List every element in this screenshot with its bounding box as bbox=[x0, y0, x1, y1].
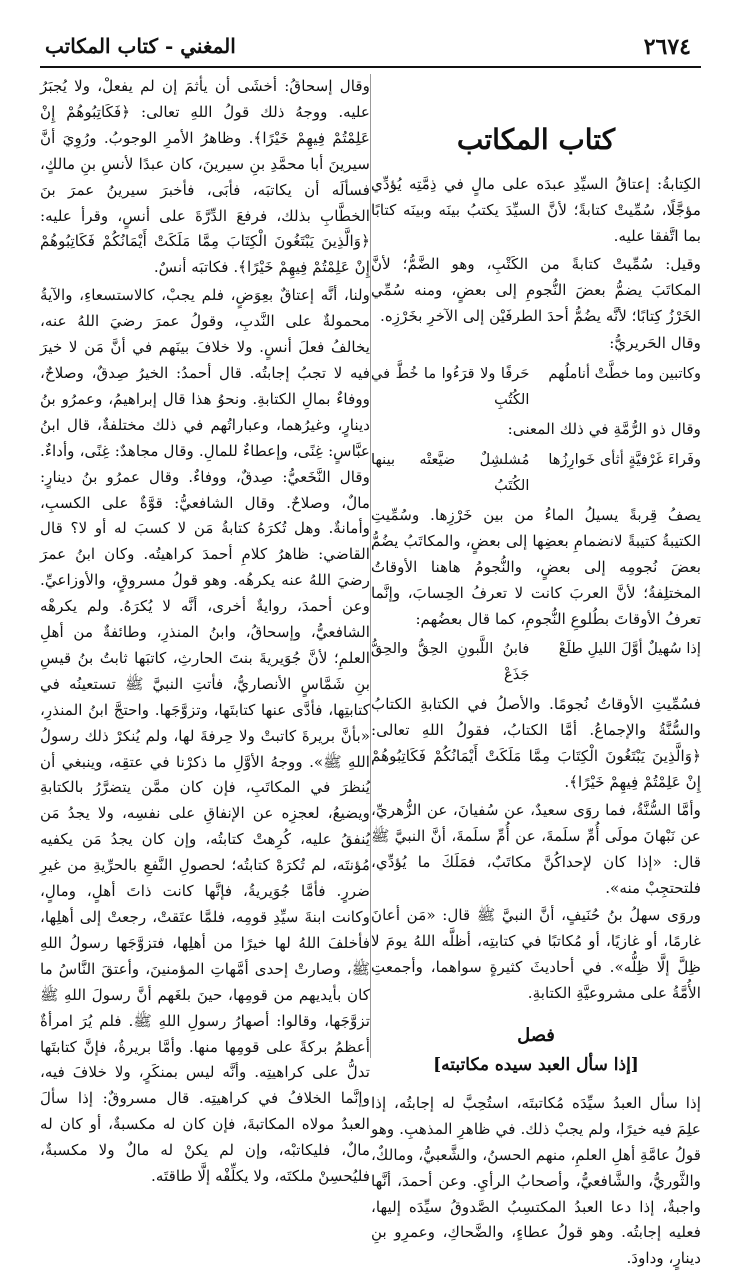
paragraph: ولنا، أنَّه إعتاقٌ بعِوَضٍ، فلم يجبْ، كالاستسعاءِ، والآيةُ محمولةٌ على النَّدبِ، وقولُ عمرَ رضيَ اللهُ عنه، يخالفُ فعلَ أنسٍ. ولا خلافَ بينَهم في أنَّ مَن لا خيرَ فيه لا تجبُ إجابتُه. قال أحمدُ: الخيرُ صِدقٌ، وصلاحٌ، ووفاءٌ بمالِ الكتابةِ. ونحوُ هذا قال إبراهيمُ، وعمرُو بنُ دينارٍ، وغيرُهما، وعباراتُهم في ذلك مختلفةٌ، قال ابنُ عبَّاسٍ: غِنًى، وإعطاءٌ للمالِ. وقال مجاهدٌ: غِنًى، وأداءٌ. وقال النَّخَعيُّ: صِدقٌ، ووفاءٌ. وقال عمرُو بنُ دينارٍ: مالٌ، وصلاحٌ. وقال الشافعيُّ: قوَّةٌ على الكسبِ، وأمانةٌ. وهل تُكرَهُ كتابةُ مَن لا كسبَ له أو لا؟ قال القاضي: ظاهرُ كلامِ أحمدَ كراهيتُه. وكان ابنُ عمرَ رضيَ اللهُ عنه يكرهُه. وهو قولُ مسروقٍ، والأوزاعيِّ. وعن أحمدَ، روايةٌ أخرى، أنَّه لا يُكرَهُ. ولم يكرهْه الشافعيُّ، وإسحاقُ، وابنُ المنذرِ، وطائفةٌ من أهلِ العلمِ؛ لأنَّ جُوَيريةَ بنتَ الحارثِ، كاتبَها ثابتُ بنُ قيسِ بنِ شَمَّاسٍ الأنصاريُّ، فأتتِ النبيَّ ﷺ تستعينُه في كتابتِها، فأدَّى عنها كتابتَها، وتزوَّجَها. واحتجَّ ابنُ المنذرِ، «بأنَّ بريرةَ كاتبتْ ولا حِرفةَ لها، ولم يُنكرْ ذلك رسولُ اللهِ ﷺ». ووجهُ الأوَّلِ ما ذكرْنا في عتقِه، وينبغي أن يُنظرَ في المكاتَبِ، فإن كان ممَّن يتضرَّرُ بالكتابةِ ويضيعُ، لعجزِه عن الإنفاقِ على نفسِه، ولا يجدُ مَن يُنفقُ عليه، كُرِهتْ كتابتُه، وإن كان يجدُ مَن يكفيه مُؤنتَه، لم تُكرَهْ كتابتُه؛ لحصولِ النَّفعِ بالحرِّيةِ من غيرِ ضررٍ. فأمَّا جُوَيريةُ، فإنَّها كانت ذاتَ أهلٍ، ومالٍ، وكانت ابنةَ سيِّدِ قومِه، فلمَّا عتَقتْ، رجعتْ إلى أهلِها، فأخلفَ اللهُ لها خيرًا من أهلِها، فتزوَّجَها رسولُ اللهِ ﷺ، وصارتْ إحدى أمَّهاتِ المؤمنينَ، وأعتقَ النَّاسُ ما كان بأيديهم من قومِها، حينَ بلغَهم أنَّ رسولَ اللهِ ﷺ تزوَّجَها، وقالوا: أصهارُ رسولِ اللهِ ﷺ. فلم يُرَ امرأةٌ أعظمُ بركةً على قومِها منها. وأمَّا بريرةُ، فإنَّ كتابتَها تدلُّ على كراهيتِه. وأنَّه ليس بمنكَرٍ، ولا خلافَ فيه، وإنَّما الخلافُ في كراهيتِه. قال مسروقٌ: إذا سألَ العبدُ مولاه المكاتبةَ، فإن كان له مكسبةٌ، أو كان له مالٌ، فليكاتبْه، وإن لم يكنْ له مالٌ ولا مكسبةٌ، فليُحسِنْ ملكتَه، ولا يكلِّفْه إلَّا طاقتَه. bbox=[40, 286, 370, 1186]
page-header bbox=[45, 34, 691, 64]
verse-first-hemistich: وكاتبين وما خطَّتْ أناملُهم bbox=[548, 365, 701, 383]
page-number: ٢٦٧٤ bbox=[643, 34, 691, 60]
paragraph: وقال الحَريريُّ: bbox=[609, 334, 701, 353]
running-title bbox=[45, 34, 236, 58]
paragraph: يصفُ قِربةً يسيلُ الماءُ من بين خَرْزِها. وسُمِّيتِ الكتيبةُ كتيبةً لانضمامِ بعضِها إلى بعضٍ، والمكاتَبُ يضُمُّ بعضَ نُجومِه إلى بعضٍ، والنُّجومُ هاهنا الأوقاتُ المختلِفةُ؛ لأنَّ العربَ كانت لا تعرفُ الحِسابَ، وإنَّما تعرفُ الأوقاتَ بطُلوعِ النُّجومِ، كما قال بعضُهم: bbox=[371, 505, 701, 628]
paragraph: الكِتابةُ: إعتاقُ السيِّدِ عبدَه على مالٍ في ذِمَّتِه يُؤدِّي مؤجَّلًا، سُمِّيتْ كتابةً؛ لأنَّ السيِّدَ يكتبُ بينَه وبينَه كتابًا بما اتَّفقا عليه. bbox=[371, 175, 701, 245]
verse-second-hemistich: فابنُ اللَّبونِ الحِقُّ والحِقُّ جَذَعْ bbox=[371, 640, 530, 684]
poem-verse bbox=[371, 636, 701, 688]
paragraph: وقال إسحاقُ: أخشَى أن يأثمَ إن لم يفعلْ، ولا يُجبَرُ عليه. ووجهُ ذلك قولُ اللهِ تعالى: ﴿فَكَاتِبُوهُمْ إِنْ عَلِمْتُمْ فِيهِمْ خَيْرًا﴾. وظاهرُ الأمرِ الوجوبُ. ورُوِيَ أنَّ سيرينَ أبا محمَّدِ بنِ سيرينَ، كان عبدًا لأنسِ بنِ مالكٍ، فسألَه أن يكاتبَه، فأبَى، فأخبرَ سيرينُ عمرَ بنَ الخطَّابِ بذلك، فرفعَ الدِّرَّةَ على أنسٍ، وقرأ عليه: ﴿وَالَّذِينَ يَبْتَغُونَ الْكِتَابَ مِمَّا مَلَكَتْ أَيْمَانُكُمْ فَكَاتِبُوهُمْ إِنْ عَلِمْتُمْ فِيهِمْ خَيْرًا﴾. فكاتبَه أنسٌ. bbox=[40, 77, 370, 277]
paragraph: وقال ذو الرُّمَّةِ في ذلك المعنى: bbox=[507, 420, 701, 439]
running-title-rest: - كتاب المكاتب bbox=[45, 34, 174, 58]
chapter-title: كتاب المكاتب bbox=[456, 123, 616, 156]
section-title: فصل bbox=[517, 1025, 555, 1047]
paragraph: وقيل: سُمِّيتْ كتابةً من الكَتْبِ، وهو الضَّمُّ؛ لأنَّ المكاتَبَ يضمُّ بعضَ النُّجومِ إلى بعضٍ، ومنه سُمِّي الخَرْزُ كِتابًا؛ لأنَّه يضُمُّ أحدَ الطرفَيْن إلى الآخرِ بخَرْزِه. bbox=[371, 254, 701, 325]
poem-verse bbox=[371, 447, 701, 499]
paragraph: وأمَّا السُّنَّةُ، فما روَى سعيدٌ، عن سُفيانَ، عن الزُّهريِّ، عن نَبْهانَ مولَى أُمِّ سلَمةَ، عن أُمِّ سلَمةَ، أنَّ النبيَّ ﷺ قال: «إذا كان لإحداكُنَّ مكاتَبٌ، فمَلَكَ ما يُؤدِّي، فلتحتجِبْ منه». bbox=[371, 800, 701, 897]
running-title-brand: المغني bbox=[180, 34, 236, 58]
verse-first-hemistich: إذا سُهيلٌ أوَّلَ الليلِ طلَعْ bbox=[558, 640, 701, 658]
poem-verse bbox=[371, 361, 701, 413]
verse-first-hemistich: وفَراءَ غَرْفيَّةٍ أثأى خَوارِزُها bbox=[548, 451, 701, 469]
paragraph: إذا سأل العبدُ سيِّدَه مُكاتبتَه، استُحِبَّ له إجابتُه، إذا علِمَ فيه خيرًا، ولم يجبْ ذلك. في ظاهرِ المذهبِ. وهو قولُ عامَّةِ أهلِ العلمِ، منهم الحسنُ، والشَّعبيُّ، ومالكٌ، والثَّوريُّ، والشَّافعيُّ، وأصحابُ الرأيِ. وعن أحمدَ، أنَّها واجبةٌ، إذا دعا العبدُ المكتسِبُ الصَّدوقُ سيِّدَه إليها، فعليه إجابتُه. وهو قولُ عطاءٍ، والضَّحاكِ، وعمرِو بنِ دينارٍ، وداودَ. bbox=[371, 1093, 701, 1268]
right-column bbox=[371, 74, 701, 1268]
left-column bbox=[40, 74, 370, 1186]
verse-second-hemistich: حَرفًا ولا قرَءُوا ما خُطَّ في الكُتُبِ bbox=[371, 365, 530, 409]
paragraph: وروَى سهلُ بنُ حُنَيفٍ، أنَّ النبيَّ ﷺ قال: «مَن أعانَ غارمًا، أو غازيًا، أو مُكاتبًا في كتابتِه، أظلَّه اللهُ يومَ لا ظِلَّ إلَّا ظِلُّه». في أحاديثَ كثيرةٍ سواهما، وأجمعتِ الأُمَّةُ على مشروعيَّةِ الكتابةِ. bbox=[371, 906, 701, 1003]
section-subtitle: [إذا سأل العبد سيده مكاتبته] bbox=[433, 1055, 639, 1075]
header-rule bbox=[40, 66, 701, 68]
verse-second-hemistich: مُشلشِلٌ ضيَّعتْه بينها الكُتَبُ bbox=[371, 451, 530, 494]
paragraph: فسُمِّيتِ الأوقاتُ نُجومًا. والأصلُ في الكتابةِ الكتابُ والسُّنَّةُ والإجماعُ. أمَّا الكتابُ، فقولُ اللهِ تعالى: ﴿وَالَّذِينَ يَبْتَغُونَ الْكِتَابَ مِمَّا مَلَكَتْ أَيْمَانُكُمْ فَكَاتِبُوهُمْ إِنْ عَلِمْتُمْ فِيهِمْ خَيْرًا﴾. bbox=[371, 695, 701, 791]
